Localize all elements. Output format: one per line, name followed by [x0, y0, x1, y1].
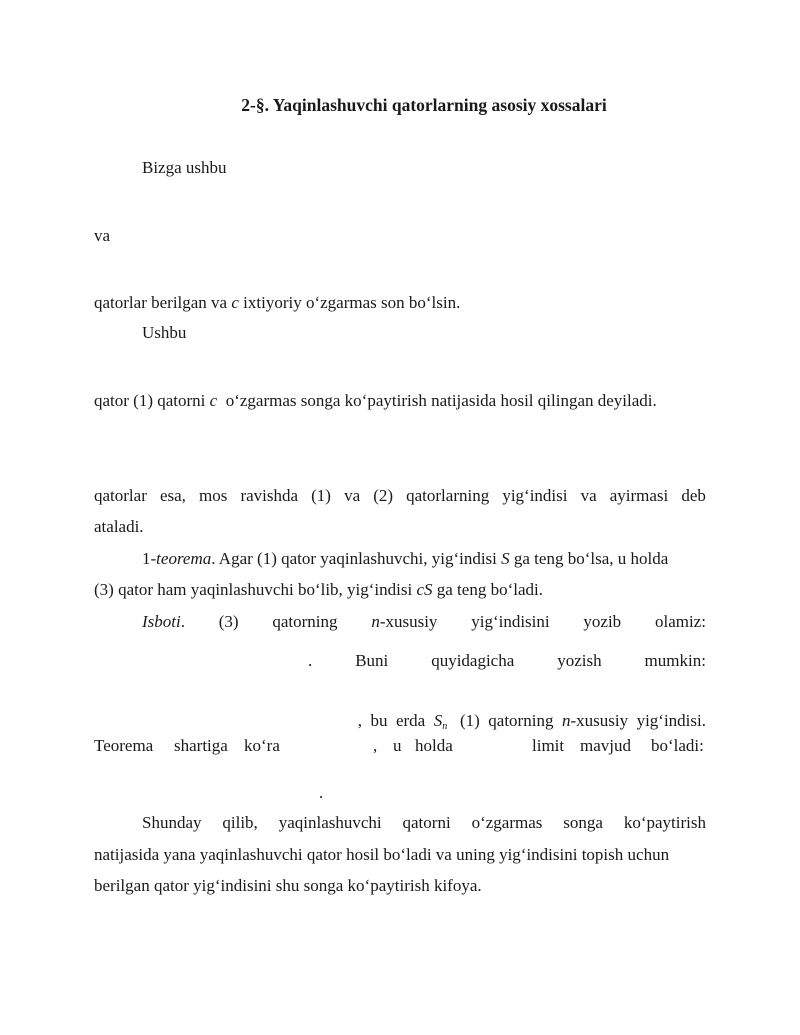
rewrite-line: . Buni quyidagicha yozish mumkin: — [308, 651, 706, 670]
theorem-condition-w1: Teorema — [94, 736, 154, 755]
theorem-condition-mavjud: mavjud — [580, 736, 631, 755]
theorem-condition-w2: shartiga — [174, 736, 228, 755]
partial-sum-line: , bu erda $S_n$ (1) qatorning n-xususiy yig‘indisi. — [357, 711, 706, 732]
paragraph-multiplication-def: qator (1) qatorni c o‘zgarmas songa ko‘paytirish natijasida hosil qilingan deyiladi. — [94, 391, 657, 410]
conclusion-line3: berilgan qator yig‘indisini shu songa ko‘paytirish kifoya. — [94, 876, 482, 895]
proof-line: Isboti. (3) qatorning n-xususiy yig‘indisini yozib olamiz: — [142, 612, 706, 631]
conclusion-line1: Shunday qilib, yaqinlashuvchi qatorni o‘zgarmas songa ko‘paytirish — [142, 813, 706, 832]
formula-end-dot: . — [319, 783, 324, 802]
theorem-condition-holda: holda — [415, 736, 453, 755]
theorem-label: teorema — [156, 549, 212, 568]
proof-label: Isboti — [142, 612, 181, 631]
paragraph-intro: Bizga ushbu — [142, 158, 227, 177]
paragraph-series-given: qatorlar berilgan va c ixtiyoriy o‘zgarmas son bo‘lsin. — [94, 293, 461, 312]
paragraph-this: Ushbu — [142, 323, 187, 342]
section-heading: 2-§. Yaqinlashuvchi qatorlarning asosiy xossalari — [241, 95, 607, 115]
theorem-condition-boladi: bo‘ladi: — [651, 736, 704, 755]
paragraph-sum-difference-line2: ataladi. — [94, 517, 144, 536]
paragraph-sum-difference-line1: qatorlar esa, mos ravishda (1) va (2) qatorlarning yig‘indisi va ayirmasi deb — [94, 486, 706, 505]
theorem-condition-w3: ko‘ra — [244, 736, 280, 755]
theorem-line1: 1-teorema. Agar (1) qator yaqinlashuvchi, yig‘indisi S ga teng bo‘lsa, u holda — [142, 549, 669, 568]
theorem-condition-comma: , — [373, 736, 378, 755]
theorem-line2: (3) qator ham yaqinlashuvchi bo‘lib, yig‘indisi cS ga teng bo‘ladi. — [94, 580, 543, 599]
theorem-condition-limit: limit — [532, 736, 565, 755]
paragraph-and: va — [94, 226, 111, 245]
theorem-condition-u: u — [393, 736, 402, 755]
conclusion-line2: natijasida yana yaqinlashuvchi qator hosil bo‘ladi va uning yig‘indisini topish uchun — [94, 845, 670, 864]
